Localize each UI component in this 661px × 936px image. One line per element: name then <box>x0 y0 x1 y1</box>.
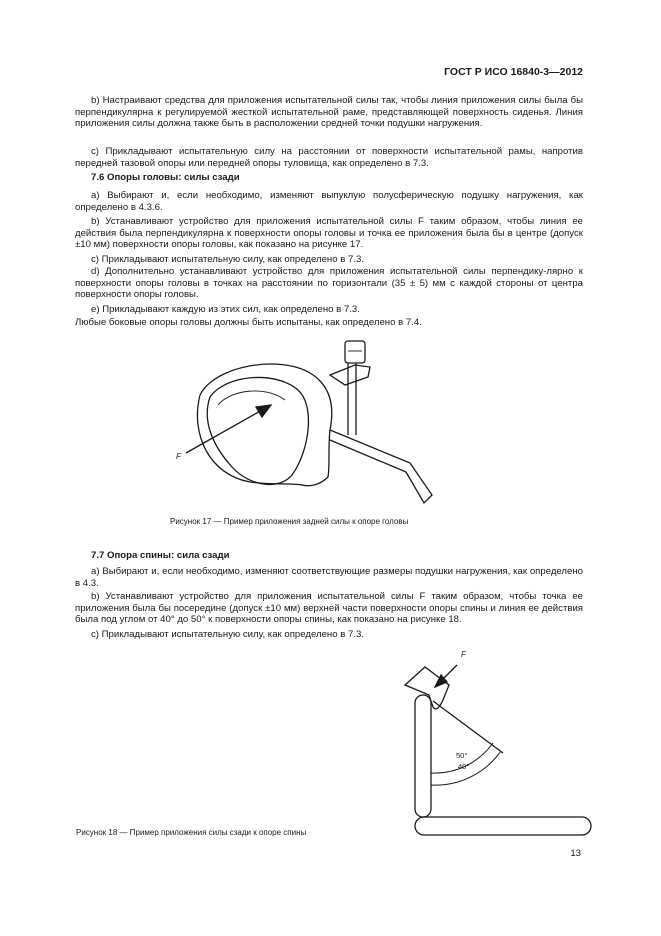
paragraph-7-7-b: b) Устанавливают устройство для приложения испытательной силы F таким образом, чтобы точка ее приложения была бы посередине (допуск ±10 мм) верхней части поверхности опоры спины и линия ее действия была под углом от 40° до 50° к поверхности опоры спины, как показано на рисунке 18. <box>75 591 583 626</box>
page-number: 13 <box>570 848 581 859</box>
paragraph-7-6-d: d) Дополнительно устанавливают устройство для приложения испытательной силы перпендику-лярно к поверхности опоры головы в точках на расстоянии по горизонтали (35 ± 5) мм с каждой стороны от центра поверхности опоры головы. <box>75 266 583 301</box>
paragraph-7-6-e: e) Прикладывают каждую из этих сил, как определено в 7.3. <box>91 304 360 315</box>
paragraph-7-6-b: b) Устанавливают устройство для приложения испытательной силы F таким образом, чтобы линия ее действия была перпендикулярна к поверхности опоры головы и точка ее приложения была бы в центре (допуск ±10 мм) поверхности опоры головы, как показано на рисунке 17. <box>75 216 583 251</box>
figure-17-force-label: F <box>176 452 181 461</box>
figure-18-angle-50: 50° <box>456 751 468 760</box>
section-heading-7-7: 7.7 Опора спины: сила сзади <box>91 550 230 561</box>
figure-18-backrest-diagram <box>395 645 595 840</box>
figure-18-angle-40: 40° <box>458 762 470 771</box>
document-header: ГОСТ Р ИСО 16840-3—2012 <box>444 66 583 78</box>
section-heading-7-6: 7.6 Опоры головы: силы сзади <box>91 172 240 183</box>
paragraph-7-7-a: a) Выбирают и, если необходимо, изменяют соответствующие размеры подушки нагружения, как определено в 4.3. <box>75 566 583 589</box>
figure-18-force-label: F <box>461 650 466 659</box>
paragraph-7-6-c: c) Прикладывают испытательную силу, как определено в 7.3. <box>91 254 364 265</box>
figure-18-caption: Рисунок 18 — Пример приложения силы сзади к опоре спины <box>76 828 307 837</box>
paragraph-c-apply-force: c) Прикладывают испытательную силу на расстоянии от поверхности испытательной рамы, напротив передней тазовой опоры или передней опоры туловища, как определено в 7.3. <box>75 146 583 169</box>
figure-17-headrest-diagram <box>170 335 460 515</box>
paragraph-b-force-line: b) Настраивают средства для приложения испытательной силы так, чтобы линия приложения силы была бы перпендикулярна к регулируемой жесткой испытательной раме, представляющей поверхность сиденья. Линия приложения силы должна также быть в расположении средней точки подушки нагружения. <box>75 95 583 130</box>
paragraph-7-6-note: Любые боковые опоры головы должны быть испытаны, как определено в 7.4. <box>75 317 422 328</box>
figure-17-caption: Рисунок 17 — Пример приложения задней силы к опоре головы <box>170 517 409 526</box>
paragraph-7-7-c: c) Прикладывают испытательную силу, как определено в 7.3. <box>91 629 364 640</box>
paragraph-7-6-a: a) Выбирают и, если необходимо, изменяют выпуклую полусферическую подушку нагружения, как определено в 4.3.6. <box>75 190 583 213</box>
